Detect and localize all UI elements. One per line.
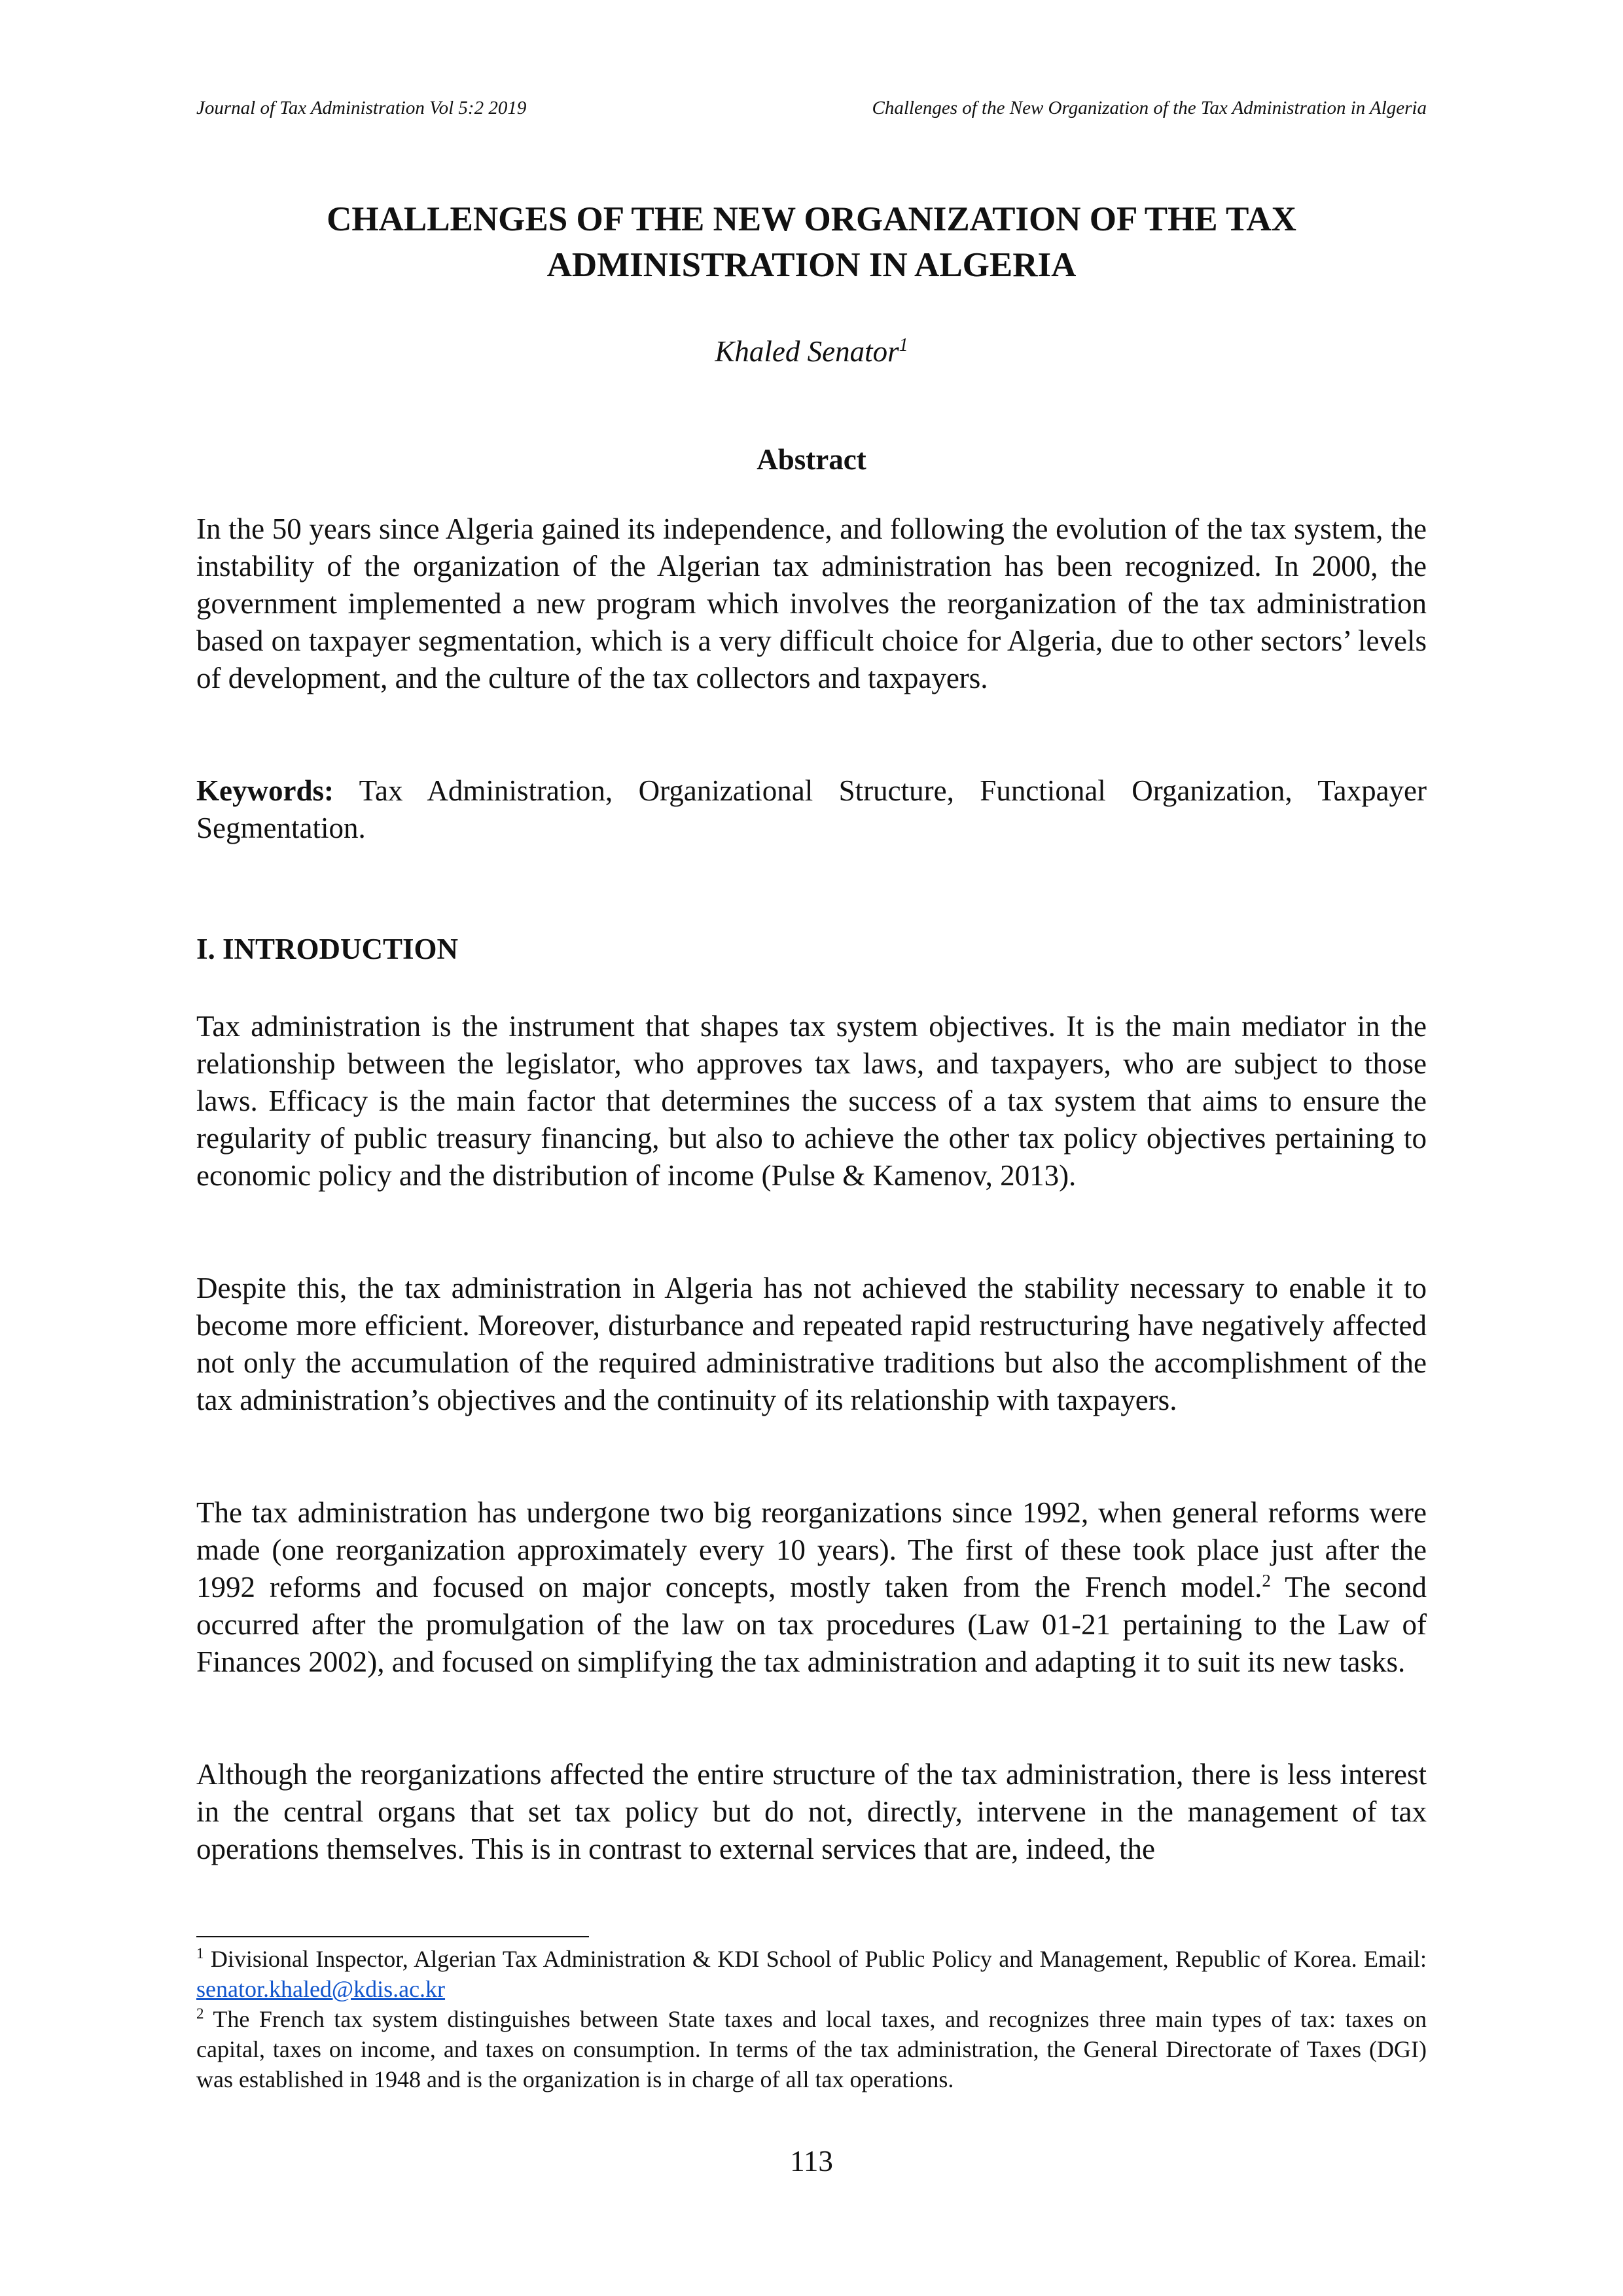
intro-paragraph-3-part-1: The tax administration has undergone two big reorganizations since 1992, when general reforms were made (one reorganization approximately every 10 years). The first of these took place just after the 1992 reforms and focused on major concepts, mostly taken from the French model. [196, 1496, 1427, 1604]
abstract-text: In the 50 years since Algeria gained its independence, and following the evolution of the tax system, the instability of the organization of the Algerian tax administration has been recognized. In 2000, the government implemented a new program which involves the reorganization of the tax administration based on taxpayer segmentation, which is a very difficult choice for Algeria, due to other sectors’ levels of development, and the culture of the tax collectors and taxpayers. [196, 512, 1427, 694]
author-footnote-mark: 1 [899, 335, 908, 355]
section-heading-introduction: I. INTRODUCTION [196, 933, 459, 965]
intro-paragraph-4: Although the reorganizations affected the entire structure of the tax administration, there is less interest in the central organs that set tax policy but do not, directly, intervene in the management of tax operations themselves. This is in contrast to external services that are, indeed, the [196, 1758, 1427, 1865]
running-title: Challenges of the New Organization of the Tax Administration in Algeria [872, 98, 1427, 118]
keywords-text: Tax Administration, Organizational Structure, Functional Organization, Taxpayer Segmentation. [196, 774, 1427, 844]
keywords [196, 772, 1427, 847]
footnote-separator [196, 1936, 589, 1937]
footnote-2-text: The French tax system distinguishes between State taxes and local taxes, and recognizes three main types of tax: taxes on capital, taxes on income, and taxes on consumption. In terms of the tax administration, the General Directorate of Taxes (DGI) was established in 1948 and is the organization is in charge of all tax operations. [196, 2006, 1427, 2092]
paper-title-line-2: ADMINISTRATION IN ALGERIA [546, 246, 1077, 284]
journal-name: Journal of Tax Administration Vol 5:2 2019 [196, 98, 527, 118]
footnote-2 [196, 2004, 1427, 2094]
intro-paragraph-1: Tax administration is the instrument that shapes tax system objectives. It is the main mediator in the relationship between the legislator, who approves tax laws, and taxpayers, who are subject to those laws. Efficacy is the main factor that determines the success of a tax system that aims to ensure the regularity of public treasury financing, but also to achieve the other tax policy objectives pertaining to economic policy and the distribution of income (Pulse & Kamenov, 2013). [196, 1010, 1427, 1192]
paper-title [196, 196, 1427, 288]
keywords-label: Keywords: [196, 774, 334, 807]
footnote-2-mark: 2 [196, 2005, 204, 2022]
intro-paragraph-2: Despite this, the tax administration in Algeria has not achieved the stability necessary to enable it to become more efficient. Moreover, disturbance and repeated rapid restructuring have negatively affected not only the accumulation of the required administrative traditions but also the accomplishment of the tax administration’s objectives and the continuity of its relationship with taxpayers. [196, 1272, 1427, 1416]
intro-paragraph-3 [196, 1494, 1427, 1681]
paper-title-line-1: CHALLENGES OF THE NEW ORGANIZATION OF THE TAX [327, 200, 1296, 238]
abstract-heading: Abstract [757, 443, 866, 476]
footnote-1 [196, 1944, 1427, 2004]
intro-paragraph-3-part-2: The second occurred after the promulgation of the law on tax procedures (Law 01-21 pertaining to the Law of Finances 2002), and focused on simplifying the tax administration and adapting it to suit its new tasks. [196, 1571, 1427, 1678]
footnote-1-text: Divisional Inspector, Algerian Tax Administration & KDI School of Public Policy and Management, Republic of Korea. Email: [204, 1946, 1427, 1972]
author-name: Khaled Senator [715, 335, 899, 368]
footnote-ref-2: 2 [1262, 1571, 1271, 1590]
author-line [196, 326, 1427, 371]
author-email-link[interactable]: senator.khaled@kdis.ac.kr [196, 1976, 446, 2002]
footnote-1-mark: 1 [196, 1945, 204, 1962]
page-number: 113 [790, 2145, 833, 2178]
